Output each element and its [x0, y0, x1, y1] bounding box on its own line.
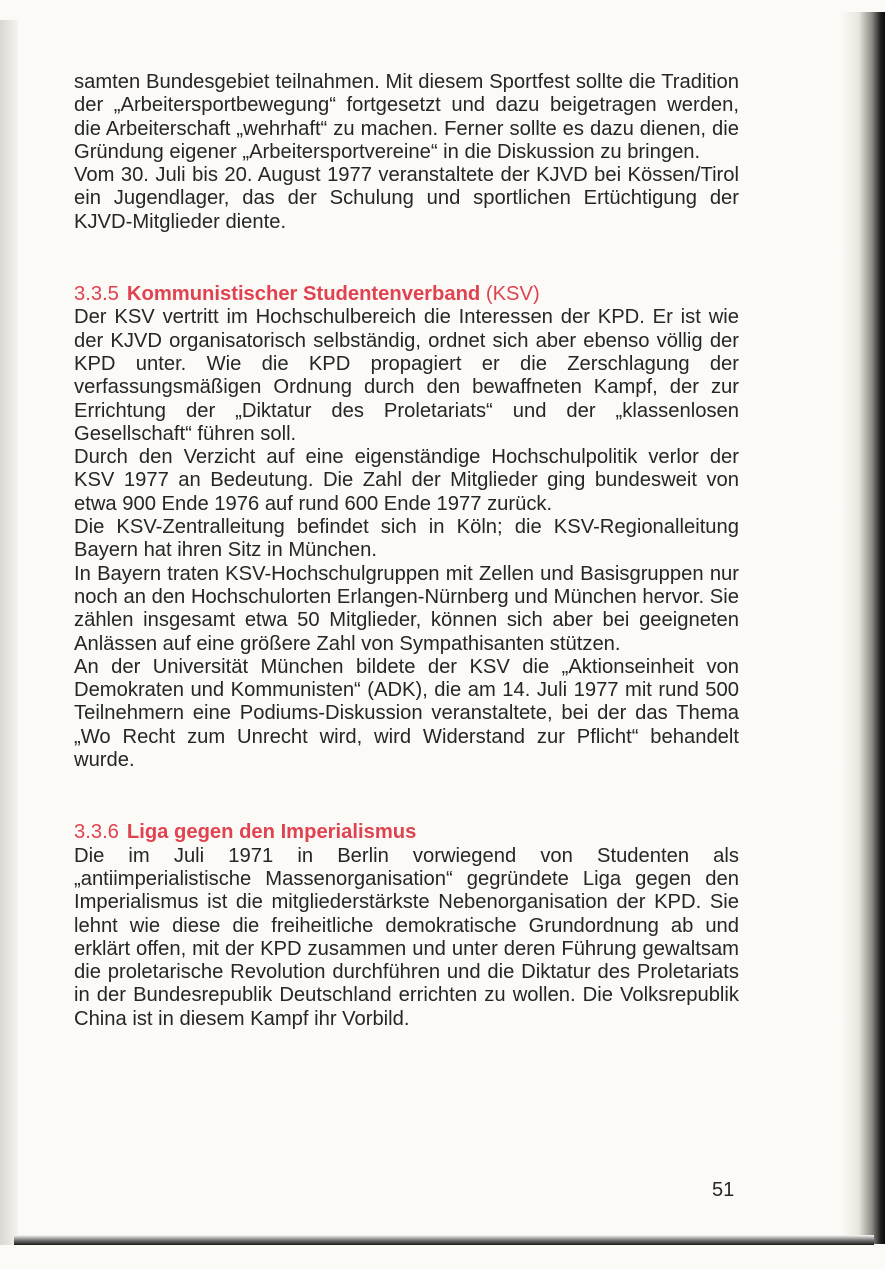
ksv-paragraph-3: Die KSV-Zentralleitung befindet sich in Köln; die KSV-Regionalleitung Bayern hat ihren Sitz in München.: [74, 516, 739, 562]
page-number: 51: [712, 1179, 735, 1201]
liga-paragraph-1: Die im Juli 1971 in Berlin vorwiegend von Studenten als „antiimperialistische Massenorganisation“ gegründete Liga gegen den Imperialismus ist die mitgliederstärkste Nebenorganisation der KPD. Sie lehnt wie diese die freiheitliche demokratische Grundordnung ab und erklärt offen, mit der KPD zusammen und unter deren Führung gewaltsam die proletarische Revolution durchführen und die Diktatur des Proletariats in der Bundesrepublik Deutschland errichten zu wollen. Die Volksrepublik China ist in diesem Kampf ihr Vorbild.: [74, 844, 739, 1030]
ksv-paragraph-2: Durch den Verzicht auf eine eigenständige Hochschulpolitik verlor der KSV 1977 an Bedeutung. Die Zahl der Mitglieder ging bundesweit von etwa 900 Ende 1976 auf rund 600 Ende 1977 zurück.: [74, 446, 739, 515]
section-number: 3.3.6: [74, 821, 119, 844]
section-heading-liga: [74, 821, 739, 844]
ksv-paragraph-5: An der Universität München bildete der KSV die „Aktionseinheit von Demokraten und Kommunisten“ (ADK), die am 14. Juli 1977 mit rund 500 Teilnehmern eine Podiums-Diskussion veranstaltete, bei der das Thema „Wo Recht zum Unrecht wird, wird Widerstand zur Pflicht“ behandelt wurde.: [74, 655, 739, 772]
section-abbreviation: (KSV): [485, 283, 540, 306]
section-title: Liga gegen den Imperialismus: [126, 821, 417, 844]
intro-paragraph-1: samten Bundesgebiet teilnahmen. Mit diesem Sportfest sollte die Tradition der „Arbeitersportbewegung“ fortgesetzt und dazu beigetragen werden, die Arbeiterschaft „wehrhaft“ zu machen. Ferner sollte es dazu dienen, die Gründung eigener „Arbeitersportvereine“ in die Diskussion zu bringen.: [74, 71, 739, 163]
page-body: [74, 71, 739, 1031]
page-left-edge: [0, 20, 18, 1245]
page-bottom-shadow: [14, 1235, 874, 1245]
ksv-paragraph-1: Der KSV vertritt im Hochschulbereich die Interessen der KPD. Er ist wie der KJVD organisatorisch selbständig, ordnet sich aber ebenso völlig der KPD unter. Wie die KPD propagiert er die Zerschlagung der verfassungsmäßigen Ordnung durch den bewaffneten Kampf, der zur Errichtung der „Diktatur des Proletariats“ und der „klassenlosen Gesellschaft“ führen soll.: [74, 306, 739, 445]
ksv-paragraph-4: In Bayern traten KSV-Hochschulgruppen mit Zellen und Basisgruppen nur noch an den Hochschulorten Erlangen-Nürnberg und München hervor. Sie zählen insgesamt etwa 50 Mitglieder, können sich aber bei geeigneten Anlässen auf eine größere Zahl von Sympathisanten stützen.: [74, 562, 739, 655]
section-title: Kommunistischer Studentenverband: [126, 283, 481, 306]
section-number: 3.3.5: [74, 283, 119, 306]
intro-paragraph-2: Vom 30. Juli bis 20. August 1977 veranstaltete der KJVD bei Kössen/Tirol ein Jugendlager, das der Schulung und sportlichen Ertüchtigung der KJVD-Mitglieder diente.: [74, 164, 739, 233]
section-heading-ksv: [74, 283, 739, 306]
page-binding-shadow: [841, 12, 885, 1244]
